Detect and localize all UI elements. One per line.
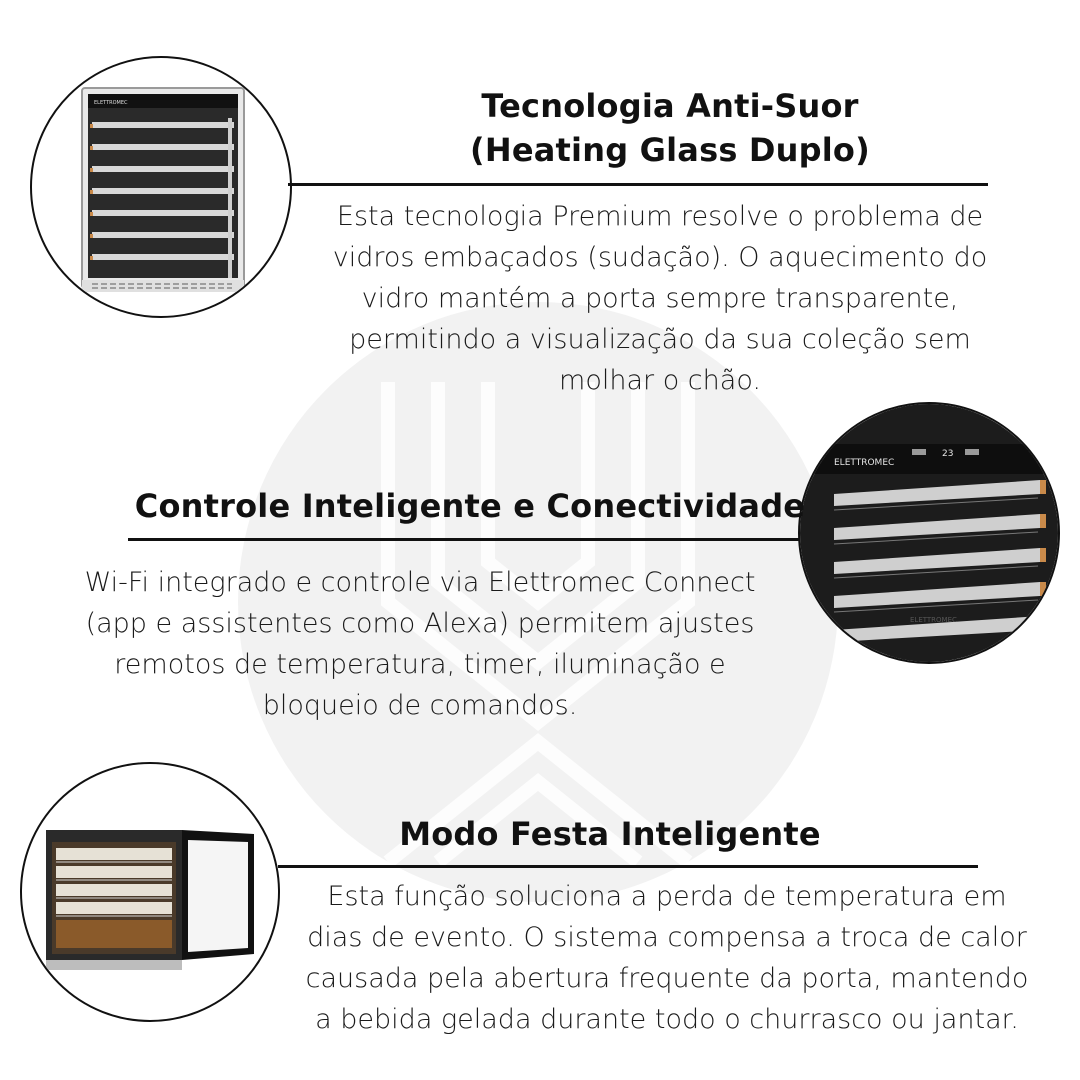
beverage-cooler-open-image (20, 762, 280, 1022)
section-1-divider (288, 183, 988, 186)
shelf-brand-label: ELETTROMEC (910, 616, 957, 624)
section-1-line: permitindo a visualização da sua coleção sem (349, 324, 971, 355)
section-3-line: a bebida gelada durante todo o churrasco ou jantar. (315, 1004, 1019, 1035)
section-3-divider (278, 865, 978, 868)
section-2-title: Controle Inteligente e Conectividade (134, 487, 806, 525)
section-2-description (30, 562, 810, 726)
brand-label: ELETTROMEC (94, 100, 128, 106)
section-3-title: Modo Festa Inteligente (399, 815, 821, 853)
section-3-description (262, 876, 1072, 1040)
section-2-line: bloqueio de comandos. (262, 690, 578, 721)
section-3-line: causada pela abertura frequente da porta, mantendo (305, 963, 1029, 994)
section-1-title-line-1: Tecnologia Anti-Suor (481, 87, 859, 125)
brand-label: ELETTROMEC (834, 458, 895, 468)
section-2-line: remotos de temperatura, timer, iluminação e (114, 649, 726, 680)
section-2-divider (128, 538, 800, 541)
section-2-line: (app e assistentes como Alexa) permitem ajustes (85, 608, 755, 639)
section-1-line: vidro mantém a porta sempre transparente, (361, 283, 959, 314)
section-1-line: vidros embaçados (sudação). O aquecimento do (332, 242, 988, 273)
control-panel-closeup-image (798, 402, 1060, 664)
section-3-line: Esta função soluciona a perda de temperatura em (327, 881, 1007, 912)
section-1-title-line-2: (Heating Glass Duplo) (470, 131, 870, 169)
section-1-description (290, 196, 1030, 401)
section-1-line: Esta tecnologia Premium resolve o problema de (336, 201, 984, 232)
section-3-line: dias de evento. O sistema compensa a troca de calor (307, 922, 1027, 953)
temperature-display: 23 (942, 449, 954, 459)
section-2-line: Wi-Fi integrado e controle via Elettromec Connect (84, 567, 756, 598)
wine-cooler-front-image (30, 56, 292, 318)
section-1-line: molhar o chão. (559, 365, 761, 396)
